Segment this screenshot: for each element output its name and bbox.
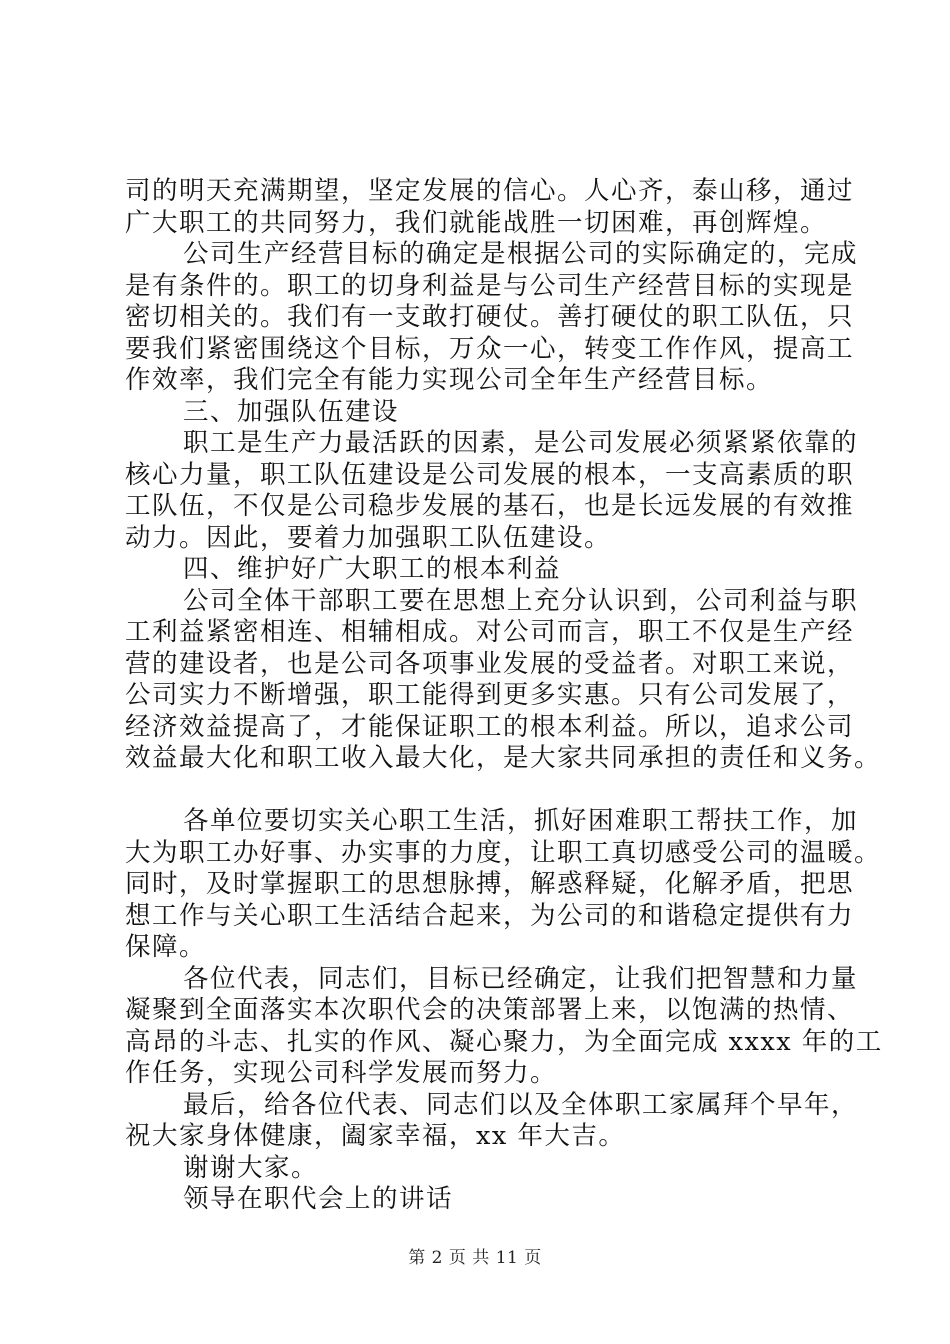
text-line: 工利益紧密相连、相辅相成。对公司而言，职工不仅是生产经 [125, 617, 855, 647]
paragraph-start: 最后，给各位代表、同志们以及全体职工家属拜个早年， [183, 1089, 859, 1120]
text-line: 密切相关的。我们有一支敢打硬仗。善打硬仗的职工队伍，只 [125, 302, 855, 332]
paragraph-start: 公司生产经营目标的确定是根据公司的实际确定的，完成 [183, 239, 859, 269]
text-line: 高昂的斗志、扎实的作风、凝心聚力，为全面完成 xxxx 年的工 [125, 1026, 883, 1057]
blank-line [125, 775, 845, 807]
text-line: 大为职工办好事、办实事的力度，让职工真切感受公司的温暖。 [125, 837, 882, 868]
page-footer: 第 2 页 共 11 页 [408, 1248, 542, 1268]
text-line: 同时，及时掌握职工的思想脉搏，解惑释疑，化解矛盾，把思 [125, 869, 855, 899]
section-heading: 四、维护好广大职工的根本利益 [183, 554, 562, 584]
paragraph-start: 各位代表，同志们，目标已经确定，让我们把智慧和力量 [183, 963, 859, 994]
text-line: 作任务，实现公司科学发展而努力。 [125, 1058, 558, 1088]
section-heading: 三、加强队伍建设 [183, 396, 400, 427]
text-line: 是有条件的。职工的切身利益是与公司生产经营目标的实现是 [125, 270, 855, 301]
text-line: 凝聚到全面落实本次职代会的决策部署上来，以饱满的热情、 [125, 995, 855, 1025]
text-line: 祝大家身体健康，阖家幸福，xx 年大吉。 [125, 1121, 626, 1151]
text-line: 公司实力不断增强，职工能得到更多实惠。只有公司发展了， [125, 680, 855, 710]
text-line: 想工作与关心职工生活结合起来，为公司的和谐稳定提供有力 [125, 900, 855, 931]
text-line: 经济效益提高了，才能保证职工的根本利益。所以，追求公司 [125, 711, 855, 742]
paragraph-start: 职工是生产力最活跃的因素，是公司发展必须紧紧依靠的 [183, 428, 859, 458]
text-line: 广大职工的共同努力，我们就能战胜一切困难，再创辉煌。 [125, 207, 828, 238]
paragraph-start: 领导在职代会上的讲话 [183, 1184, 454, 1214]
paragraph-start: 公司全体干部职工要在思想上充分认识到，公司利益与职 [183, 585, 859, 616]
text-line: 核心力量，职工队伍建设是公司发展的根本，一支高素质的职 [125, 459, 855, 490]
paragraph-start: 谢谢大家。 [183, 1152, 319, 1183]
text-line: 司的明天充满期望，坚定发展的信心。人心齐，泰山移，通过 [125, 176, 855, 206]
document-body [125, 176, 883, 1216]
text-line: 保障。 [125, 932, 207, 962]
text-line: 作效率，我们完全有能力实现公司全年生产经营目标。 [125, 365, 774, 395]
paragraph-start: 各单位要切实关心职工生活，抓好困难职工帮扶工作，加 [183, 806, 859, 836]
text-line: 要我们紧密围绕这个目标，万众一心，转变工作作风，提高工 [125, 333, 855, 364]
text-line: 效益最大化和职工收入最大化，是大家共同承担的责任和义务。 [125, 743, 882, 773]
text-line: 营的建设者，也是公司各项事业发展的受益者。对职工来说， [125, 648, 855, 679]
text-line: 动力。因此，要着力加强职工队伍建设。 [125, 522, 612, 553]
text-line: 工队伍，不仅是公司稳步发展的基石，也是长远发展的有效推 [125, 491, 855, 521]
